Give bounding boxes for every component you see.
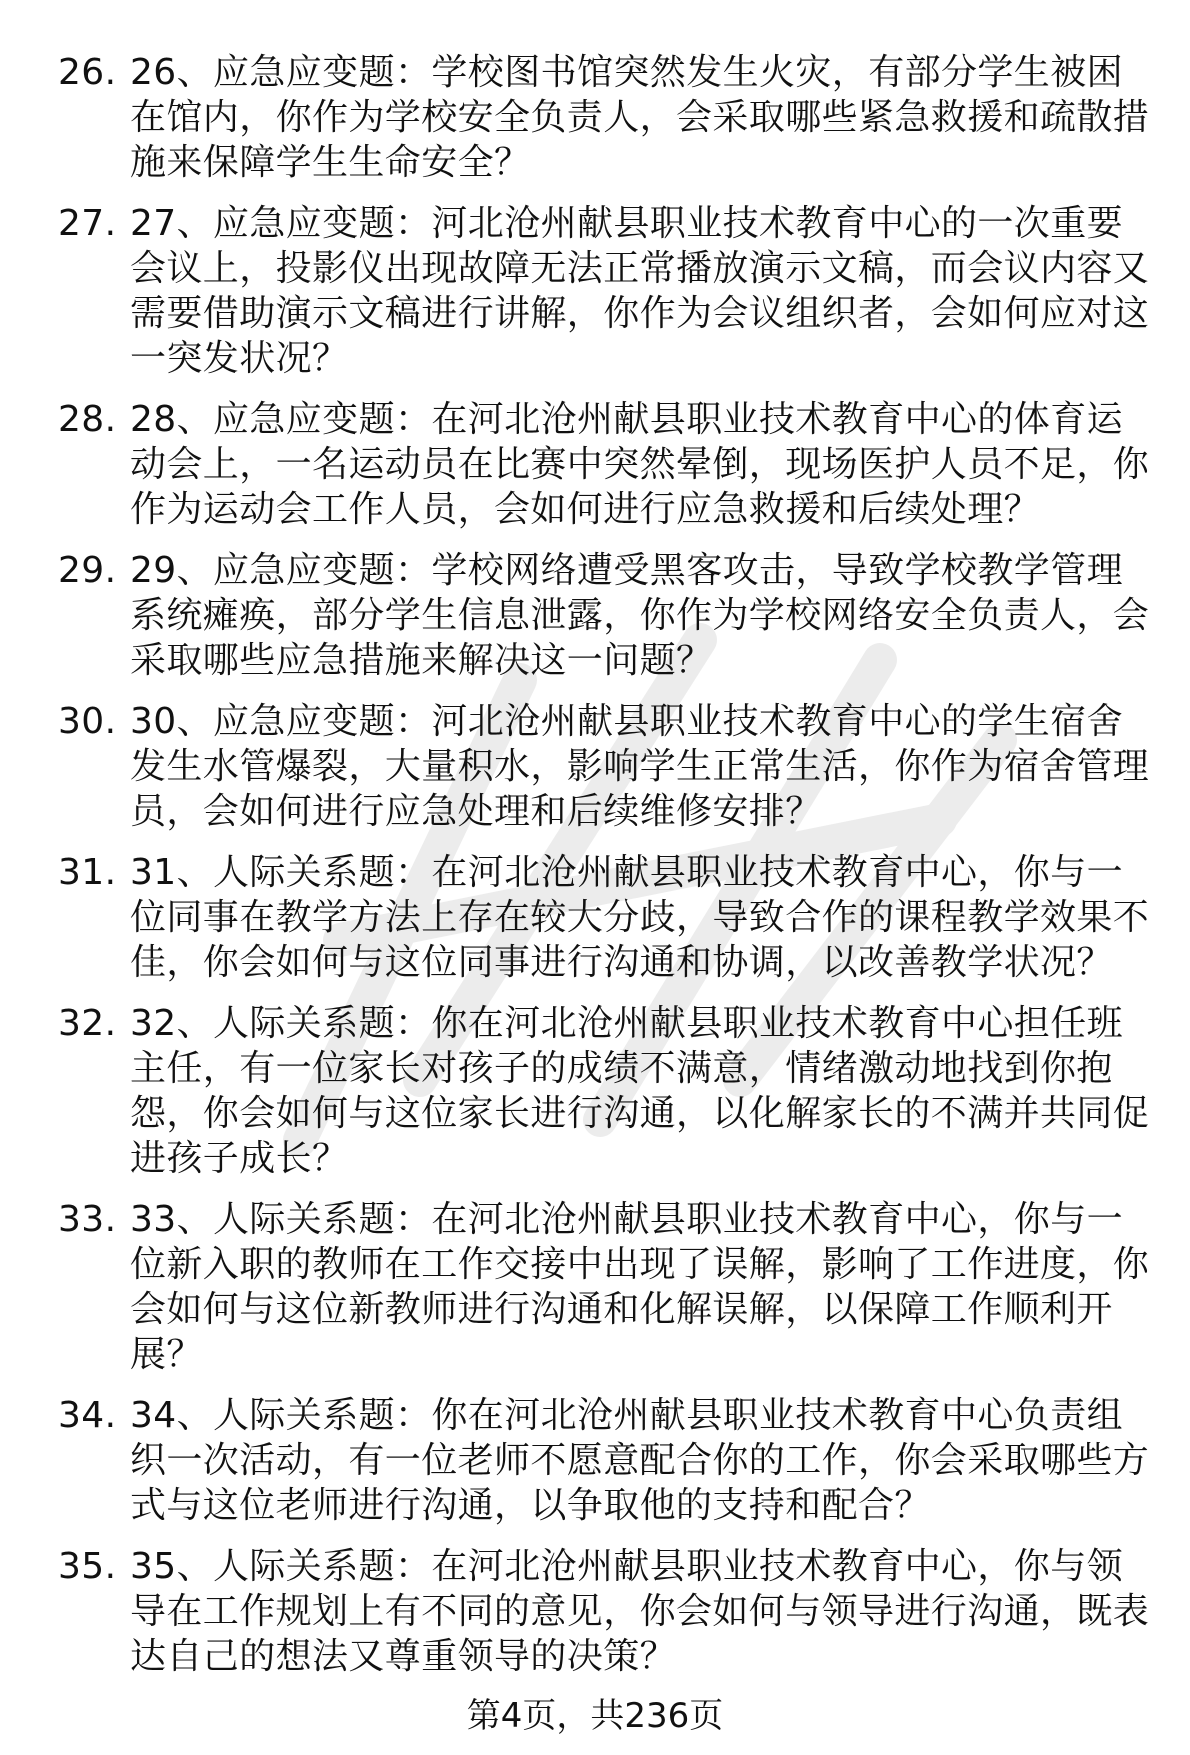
- question-number: 26.: [58, 52, 117, 93]
- question-number: 28.: [58, 399, 117, 440]
- question-list: [58, 50, 1158, 1695]
- question-number: 31.: [58, 852, 117, 893]
- question-text: 26、应急应变题：学校图书馆突然发生火灾，有部分学生被困在馆内，你作为学校安全负责人，会采取哪些紧急救援和疏散措施来保障学生生命安全？: [130, 52, 1150, 183]
- page-footer: [0, 1696, 1190, 1736]
- question-item: [58, 201, 1158, 381]
- question-text: 30、应急应变题：河北沧州献县职业技术教育中心的学生宿舍发生水管爆裂，大量积水，影响学生正常生活，你作为宿舍管理员，会如何进行应急处理和后续维修安排？: [130, 701, 1150, 832]
- question-item: [58, 850, 1158, 985]
- question-item: [58, 1001, 1158, 1181]
- question-text: 33、人际关系题：在河北沧州献县职业技术教育中心，你与一位新入职的教师在工作交接中出现了误解，影响了工作进度，你会如何与这位新教师进行沟通和化解误解，以保障工作顺利开展？: [130, 1199, 1150, 1375]
- question-text: 27、应急应变题：河北沧州献县职业技术教育中心的一次重要会议上，投影仪出现故障无法正常播放演示文稿，而会议内容又需要借助演示文稿进行讲解，你作为会议组织者，会如何应对这一突发状况？: [130, 203, 1150, 379]
- question-number: 35.: [58, 1546, 117, 1587]
- question-number: 30.: [58, 701, 117, 742]
- question-item: [58, 1393, 1158, 1528]
- question-item: [58, 699, 1158, 834]
- question-number: 27.: [58, 203, 117, 244]
- question-text: 31、人际关系题：在河北沧州献县职业技术教育中心，你与一位同事在教学方法上存在较大分歧，导致合作的课程教学效果不佳，你会如何与这位同事进行沟通和协调，以改善教学状况？: [130, 852, 1150, 983]
- question-number: 32.: [58, 1003, 117, 1044]
- question-text: 32、人际关系题：你在河北沧州献县职业技术教育中心担任班主任，有一位家长对孩子的成绩不满意，情绪激动地找到你抱怨，你会如何与这位家长进行沟通，以化解家长的不满并共同促进孩子成长？: [130, 1003, 1150, 1179]
- question-text: 35、人际关系题：在河北沧州献县职业技术教育中心，你与领导在工作规划上有不同的意见，你会如何与领导进行沟通，既表达自己的想法又尊重领导的决策？: [130, 1546, 1150, 1677]
- question-item: [58, 397, 1158, 532]
- question-item: [58, 548, 1158, 683]
- question-item: [58, 1197, 1158, 1377]
- question-text: 34、人际关系题：你在河北沧州献县职业技术教育中心负责组织一次活动，有一位老师不愿意配合你的工作，你会采取哪些方式与这位老师进行沟通，以争取他的支持和配合？: [130, 1395, 1150, 1526]
- question-item: [58, 1544, 1158, 1679]
- page-number-label: 第4页，共236页: [466, 1696, 724, 1736]
- question-text: 28、应急应变题：在河北沧州献县职业技术教育中心的体育运动会上，一名运动员在比赛中突然晕倒，现场医护人员不足，你作为运动会工作人员，会如何进行应急救援和后续处理？: [130, 399, 1150, 530]
- question-number: 33.: [58, 1199, 117, 1240]
- question-text: 29、应急应变题：学校网络遭受黑客攻击，导致学校教学管理系统瘫痪，部分学生信息泄露，你作为学校网络安全负责人，会采取哪些应急措施来解决这一问题？: [130, 550, 1150, 681]
- question-number: 29.: [58, 550, 117, 591]
- question-number: 34.: [58, 1395, 117, 1436]
- question-item: [58, 50, 1158, 185]
